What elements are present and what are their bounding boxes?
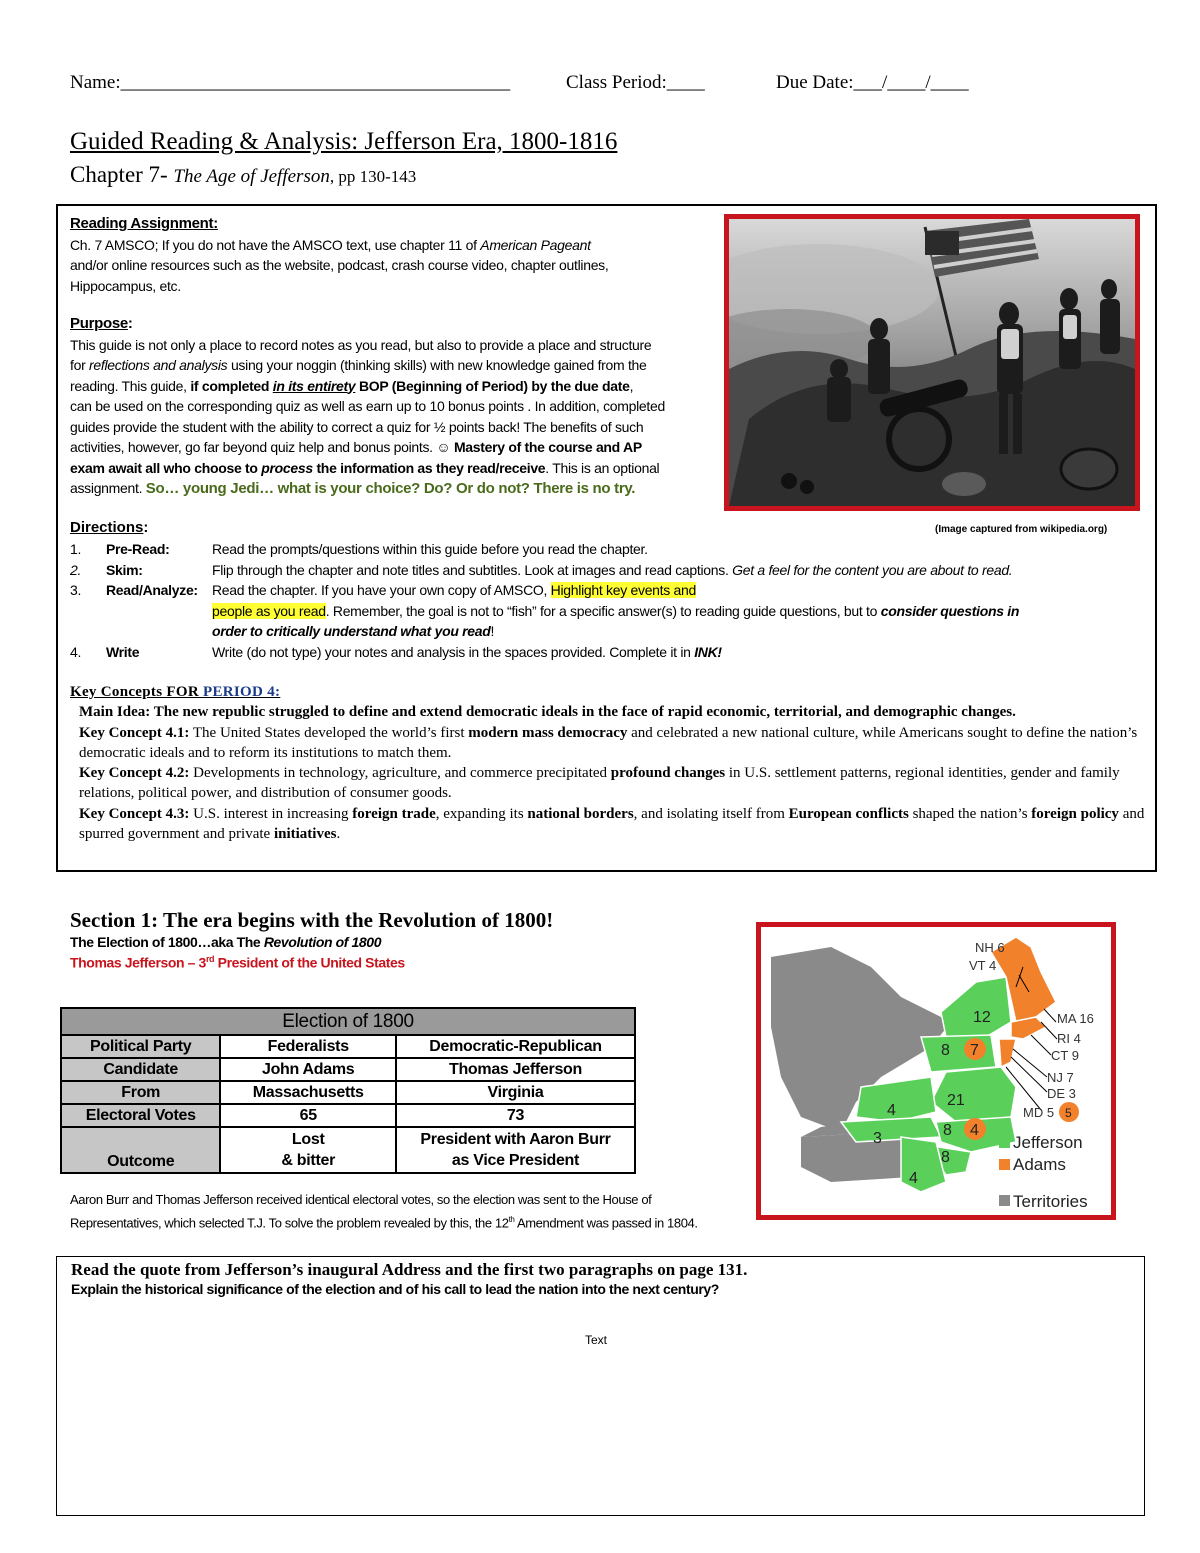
battle-engraving-illustration bbox=[729, 219, 1135, 506]
battle-engraving-image bbox=[724, 214, 1140, 511]
key-concepts-heading: Key Concepts FOR PERIOD 4: bbox=[70, 684, 281, 700]
table-row: From Massachusetts Virginia bbox=[61, 1081, 635, 1104]
svg-text:4: 4 bbox=[887, 1102, 896, 1119]
svg-text:NH 6: NH 6 bbox=[975, 940, 1005, 955]
question-instruction: Explain the historical significance of the election and of his call to lead the nation into the next century? bbox=[71, 1281, 719, 1297]
question-prompt: Read the quote from Jefferson’s inaugural Address and the first two paragraphs on page 131. bbox=[71, 1260, 748, 1279]
jefferson-subtitle: Thomas Jefferson – 3rd President of the United States bbox=[70, 954, 405, 971]
class-period-field[interactable]: Class Period:____ bbox=[566, 72, 705, 93]
highlight-text: Highlight key events and bbox=[550, 582, 697, 598]
smiley-icon: ☺ bbox=[436, 439, 451, 455]
electoral-map-illustration bbox=[761, 927, 1111, 1215]
svg-text:Jefferson: Jefferson bbox=[1013, 1133, 1083, 1152]
legend-territories-swatch bbox=[999, 1195, 1010, 1206]
svg-text:7: 7 bbox=[970, 1042, 979, 1059]
legend-adams-swatch bbox=[999, 1159, 1010, 1170]
table-row: Candidate John Adams Thomas Jefferson bbox=[61, 1058, 635, 1081]
svg-text:RI 4: RI 4 bbox=[1057, 1031, 1081, 1046]
image-caption: (Image captured from wikipedia.org) bbox=[935, 524, 1108, 535]
reading-assignment-heading: Reading Assignment: bbox=[70, 215, 218, 232]
svg-text:21: 21 bbox=[947, 1092, 965, 1109]
election-table bbox=[60, 1007, 636, 1174]
election-1800-map bbox=[756, 922, 1116, 1220]
answer-text-placeholder[interactable]: Text bbox=[585, 1333, 608, 1347]
due-date-field[interactable]: Due Date:___/____/____ bbox=[776, 72, 969, 93]
svg-text:4: 4 bbox=[970, 1122, 979, 1139]
directions-heading: Directions: bbox=[70, 519, 149, 536]
chapter-heading: Chapter 7- The Age of Jefferson, pp 130-143 bbox=[70, 162, 417, 187]
svg-text:8: 8 bbox=[943, 1122, 952, 1139]
svg-text:3: 3 bbox=[873, 1130, 882, 1147]
key-concepts: Key Concepts FOR PERIOD 4: Main Idea: The new republic struggled to define and extend democratic ideals in the face of rapid economic, territorial, and demographic changes. Key Concept 4.1: The United States developed the world’s first modern mass democracy and celebrated a new national culture, while Americans sought to define the nation’s democratic ideals and to reform its institutions to match them. Key Concept 4.2: Developments in technology, agriculture, and commerce precipitated profound changes in U.S. settlement patterns, regional identities, gender and family relations, political power, and distribution of consumer goods. Key Concept 4.3: U.S. interest in increasing foreign trade, expanding its national borders, and isolating itself from European conflicts shaped the nation’s foreign policy and spurred government and private initiatives. bbox=[70, 682, 1150, 844]
svg-text:12: 12 bbox=[973, 1009, 991, 1026]
svg-text:Territories: Territories bbox=[1013, 1192, 1088, 1211]
burr-note: Aaron Burr and Thomas Jefferson received identical electoral votes, so the election was sent to the House of Representatives, which selected T.J. To solve the problem revealed by this, the 12th Amendment was passed in 1804. bbox=[70, 1192, 698, 1231]
svg-text:MD 5: MD 5 bbox=[1023, 1105, 1055, 1120]
svg-text:Adams: Adams bbox=[1013, 1155, 1066, 1174]
section-1-heading: Section 1: The era begins with the Revolution of 1800! bbox=[70, 908, 554, 932]
highlight-text: people as you read bbox=[212, 603, 326, 619]
svg-text:MA 16: MA 16 bbox=[1057, 1011, 1094, 1026]
svg-text:4: 4 bbox=[909, 1170, 918, 1187]
page-title: Guided Reading & Analysis: Jefferson Era, 1800-1816 bbox=[70, 128, 618, 155]
svg-text:VT 4: VT 4 bbox=[969, 958, 997, 973]
name-field[interactable]: Name:_________________________________________ bbox=[70, 72, 511, 93]
table-title: Election of 1800 bbox=[61, 1008, 635, 1035]
table-row: Political Party Federalists Democratic-Republican bbox=[61, 1035, 635, 1058]
table-row: Electoral Votes 65 73 bbox=[61, 1104, 635, 1127]
table-row: Outcome Lost & bitter President with Aaron Burr as Vice President bbox=[61, 1127, 635, 1173]
legend-jefferson-swatch bbox=[999, 1137, 1010, 1148]
jedi-quote: So… young Jedi… what is your choice? Do? Or do not? There is no try. bbox=[145, 480, 636, 497]
purpose-heading: Purpose: bbox=[70, 315, 133, 332]
purpose: Purpose: This guide is not only a place to record notes as you read, but also to provide a place and structure for reflections and analysis using your noggin (thinking skills) with new knowledge gained from the reading. This guide, if completed in its entirety BOP (Beginning of Period) by the due date, can be used on the corresponding quiz as well as earn up to 10 bonus points . In addition, completed guides provide the student with the ability to correct a quiz for ½ points back! The benefits of such activities, however, go far beyond quiz help and bonus points. ☺ Mastery of the course and AP exam await all who choose to process the information as they read/receive. This is an optional assignment. So… young Jedi… what is your choice? Do? Or do not? There is no try. bbox=[70, 314, 730, 500]
election-subtitle: The Election of 1800…aka The Revolution of 1800 bbox=[70, 934, 382, 950]
reading-assignment: Reading Assignment: Ch. 7 AMSCO; If you do not have the AMSCO text, use chapter 11 of American Pageant and/or online resources such as the website, podcast, crash course video, chapter outlines, Hippocampus, etc. bbox=[70, 214, 730, 296]
svg-text:NJ 7: NJ 7 bbox=[1047, 1070, 1074, 1085]
svg-text:DE 3: DE 3 bbox=[1047, 1086, 1076, 1101]
svg-text:CT 9: CT 9 bbox=[1051, 1048, 1079, 1063]
svg-text:5: 5 bbox=[1065, 1106, 1072, 1120]
svg-text:8: 8 bbox=[941, 1149, 950, 1166]
svg-text:8: 8 bbox=[941, 1042, 950, 1059]
